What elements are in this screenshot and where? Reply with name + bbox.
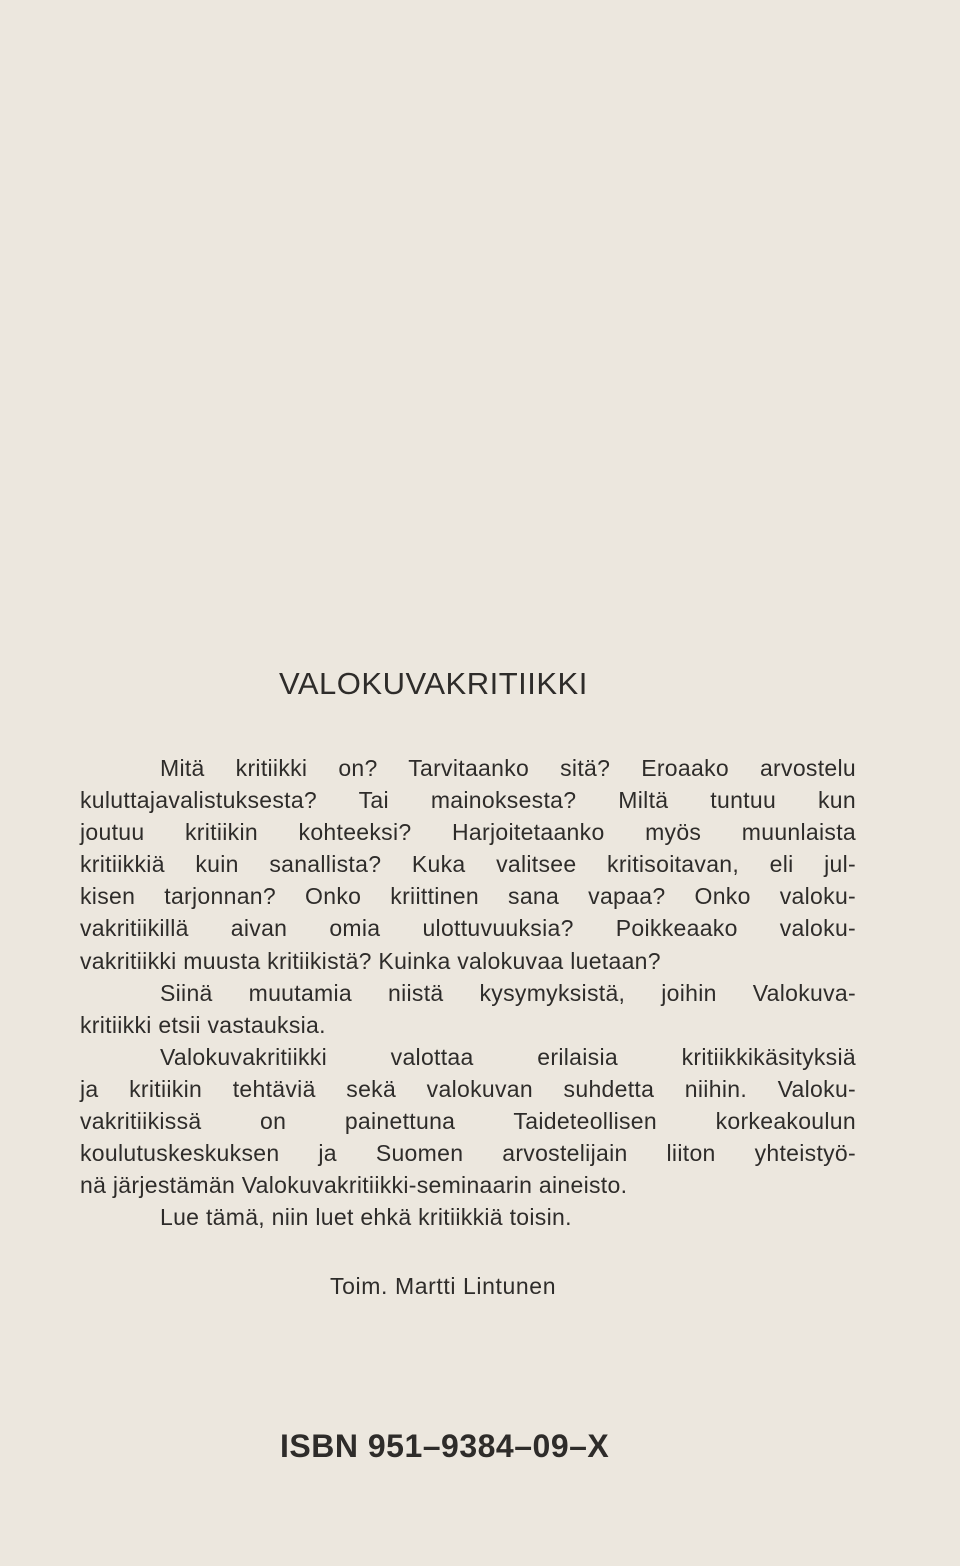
text-line: koulutuskeskuksen ja Suomen arvostelijain liiton yhteistyö- (80, 1140, 856, 1167)
text-line: Lue tämä, niin luet ehkä kritiikkiä toisin. (160, 1204, 572, 1231)
book-title: VALOKUVAKRITIIKKI (279, 666, 588, 701)
text-line: kritiikkiä kuin sanallista? Kuka valitsee kritisoitavan, eli jul- (80, 851, 856, 878)
text-line: kisen tarjonnan? Onko kriittinen sana vapaa? Onko valoku- (80, 883, 856, 910)
text-line: ja kritiikin tehtäviä sekä valokuvan suhdetta niihin. Valoku- (80, 1075, 856, 1102)
isbn: ISBN 951–9384–09–X (280, 1428, 610, 1464)
text-line: kritiikki etsii vastauksia. (80, 1011, 326, 1038)
blurb-text (80, 752, 856, 1233)
text-line: nä järjestämän Valokuvakritiikki-seminaarin aineisto. (80, 1172, 628, 1199)
editor-credit: Toim. Martti Lintunen (330, 1273, 557, 1299)
text-line: kuluttajavalistuksesta? Tai mainoksesta? Miltä tuntuu kun (80, 787, 856, 814)
text-line: vakritiikillä aivan omia ulottuvuuksia? Poikkeaako valoku- (80, 915, 856, 942)
text-line: Mitä kritiikki on? Tarvitaanko sitä? Eroaako arvostelu (160, 755, 856, 781)
text-line: vakritiikki muusta kritiikistä? Kuinka valokuvaa luetaan? (80, 947, 661, 974)
text-line: joutuu kritiikin kohteeksi? Harjoitetaanko myös muunlaista (80, 819, 856, 846)
text-line: vakritiikissä on painettuna Taideteollisen korkeakoulun (80, 1108, 856, 1135)
text-line: Valokuvakritiikki valottaa erilaisia kritiikkikäsityksiä (160, 1043, 856, 1070)
text-line: Siinä muutamia niistä kysymyksistä, joihin Valokuva- (160, 979, 856, 1006)
